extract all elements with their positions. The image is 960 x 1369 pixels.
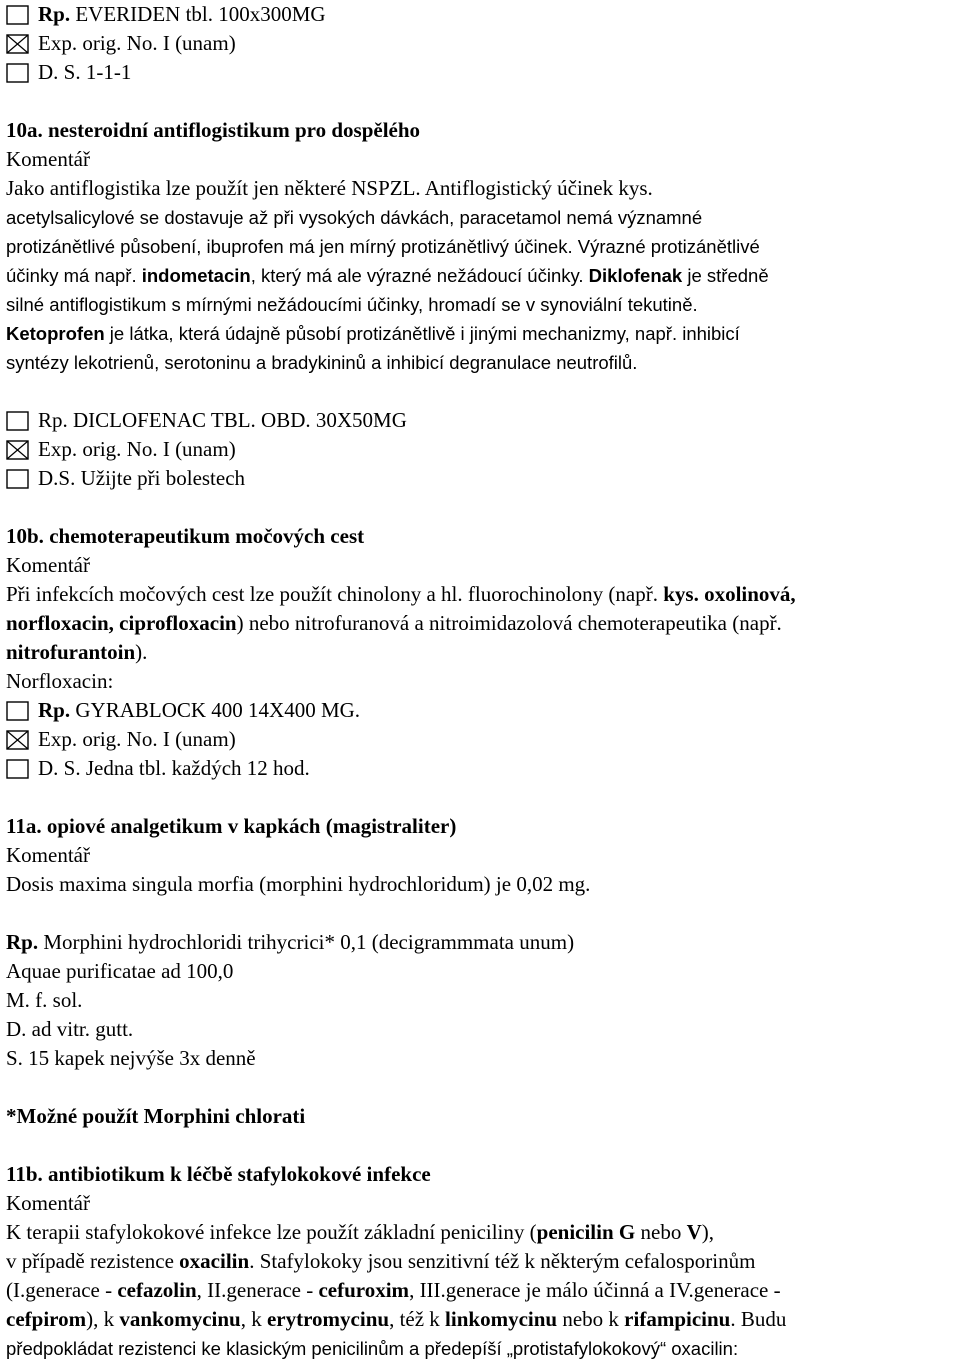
section-heading: 11b. antibiotikum k léčbě stafylokokové infekce xyxy=(6,1162,431,1186)
comment-label: Komentář xyxy=(6,147,90,171)
recipe-line: Aquae purificatae ad 100,0 xyxy=(6,959,234,983)
paragraph-line: Ketoprofen je látka, která údajně působí protizánětlivě i jinými mechanizmy, např. inhibicí xyxy=(6,323,740,344)
paragraph-line: předpokládat rezistenci ke klasickým penicilinům a předepíší „protistafylokokový“ oxacilin: xyxy=(6,1338,739,1359)
paragraph-line: Norfloxacin: xyxy=(6,669,114,693)
section-heading: 10b. chemoterapeutikum močových cest xyxy=(6,524,365,548)
paragraph-line: syntézy lekotrienů, serotoninu a bradykininů a inhibicí degranulace neutrofilů. xyxy=(6,352,638,373)
rx-line xyxy=(6,464,956,493)
rx-text: Exp. orig. No. I (unam) xyxy=(38,31,236,55)
paragraph-line: účinky má např. indometacin, který má ale výrazné nežádoucí účinky. Diklofenak je středně xyxy=(6,265,769,286)
empty-checkbox-icon xyxy=(6,759,29,779)
rx-text: Exp. orig. No. I (unam) xyxy=(38,437,236,461)
rx-line xyxy=(6,754,956,783)
section-heading: 10a. nesteroidní antiflogistikum pro dospělého xyxy=(6,118,421,142)
empty-checkbox-icon xyxy=(6,63,29,83)
rx-text: D. S. Jedna tbl. každých 12 hod. xyxy=(38,756,310,780)
rx-line xyxy=(6,696,956,725)
document-page xyxy=(6,0,956,1363)
comment-label: Komentář xyxy=(6,843,90,867)
rx-text: D. S. 1-1-1 xyxy=(38,60,132,84)
recipe-note: *Možné použít Morphini chlorati xyxy=(6,1104,306,1128)
paragraph-line: Dosis maxima singula morfia (morphini hydrochloridum) je 0,02 mg. xyxy=(6,872,591,896)
paragraph-line: nitrofurantoin). xyxy=(6,640,148,664)
crossed-checkbox-icon xyxy=(6,440,29,460)
crossed-checkbox-icon xyxy=(6,34,29,54)
rx-text: Rp. DICLOFENAC TBL. OBD. 30X50MG xyxy=(38,408,407,432)
paragraph-line: Při infekcích močových cest lze použít chinolony a hl. fluorochinolony (např. kys. oxolinová, xyxy=(6,582,796,606)
paragraph-line: silné antiflogistikum s mírnými nežádoucími účinky, hromadí se v synoviální tekutině. xyxy=(6,294,698,315)
paragraph-line: Jako antiflogistika lze použít jen některé NSPZL. Antiflogistický účinek kys. xyxy=(6,176,653,200)
paragraph-line: protizánětlivé působení, ibuprofen má jen mírný protizánětlivý účinek. Výrazné protizánětlivé xyxy=(6,236,760,257)
recipe-line: D. ad vitr. gutt. xyxy=(6,1017,134,1041)
empty-checkbox-icon xyxy=(6,411,29,431)
crossed-checkbox-icon xyxy=(6,730,29,750)
paragraph-line: acetylsalicylové se dostavuje až při vysokých dávkách, paracetamol nemá významné xyxy=(6,207,703,228)
paragraph-line: norfloxacin, ciprofloxacin) nebo nitrofuranová a nitroimidazolová chemoterapeutika (např. xyxy=(6,611,782,635)
recipe-line: Rp. Morphini hydrochloridi trihycrici* 0,1 (decigrammmata unum) xyxy=(6,930,575,954)
rx-line xyxy=(6,0,956,29)
empty-checkbox-icon xyxy=(6,701,29,721)
rx-line xyxy=(6,406,956,435)
empty-checkbox-icon xyxy=(6,5,29,25)
empty-checkbox-icon xyxy=(6,469,29,489)
paragraph-line: K terapii stafylokokové infekce lze použít základní peniciliny (penicilin G nebo V), xyxy=(6,1220,714,1244)
rx-text: Rp. GYRABLOCK 400 14X400 MG. xyxy=(38,698,361,722)
section-heading: 11a. opiové analgetikum v kapkách (magistraliter) xyxy=(6,814,457,838)
recipe-line: M. f. sol. xyxy=(6,988,83,1012)
recipe-line: S. 15 kapek nejvýše 3x denně xyxy=(6,1046,256,1070)
rx-text: D.S. Užijte při bolestech xyxy=(38,466,246,490)
comment-label: Komentář xyxy=(6,553,90,577)
rx-text: Exp. orig. No. I (unam) xyxy=(38,727,236,751)
rx-line xyxy=(6,58,956,87)
rx-text: Rp. EVERIDEN tbl. 100x300MG xyxy=(38,2,326,26)
paragraph-line: v případě rezistence oxacilin. Stafylokoky jsou senzitivní též k některým cefalosporinům xyxy=(6,1249,756,1273)
paragraph-line: cefpirom), k vankomycinu, k erytromycinu, též k linkomycinu nebo k rifampicinu. Budu xyxy=(6,1307,787,1331)
paragraph-line: (I.generace - cefazolin, II.generace - cefuroxim, III.generace je málo účinná a IV.generace - xyxy=(6,1278,781,1302)
rx-line xyxy=(6,725,956,754)
rx-line xyxy=(6,435,956,464)
rx-line xyxy=(6,29,956,58)
comment-label: Komentář xyxy=(6,1191,90,1215)
